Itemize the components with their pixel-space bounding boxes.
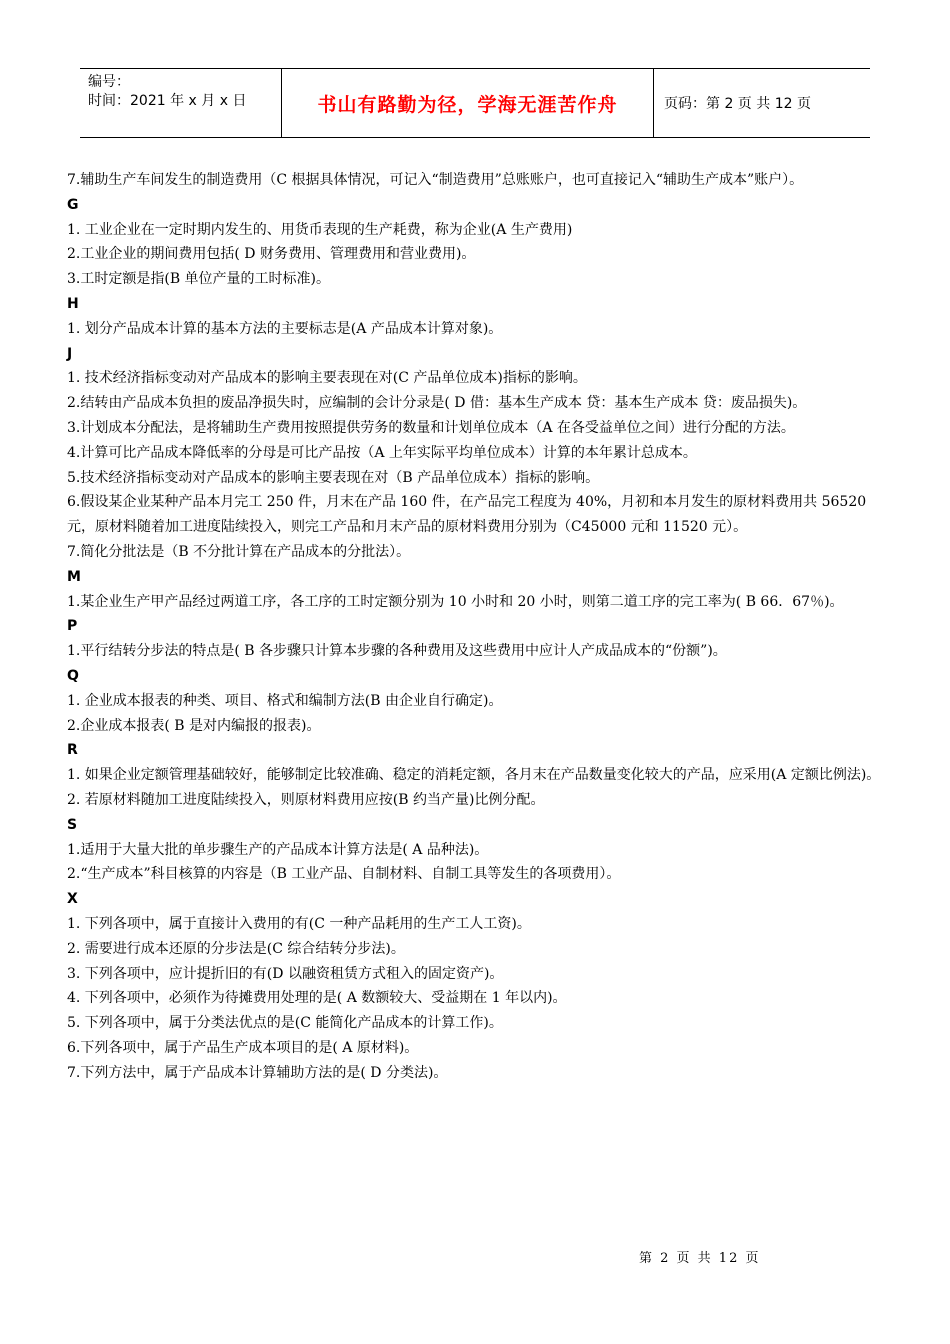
question-item: 2.“生产成本”科目核算的内容是（B 工业产品、自制材料、自制工具等发生的各项费用）。 [67, 866, 621, 883]
question-item: 3.计划成本分配法，是将辅助生产费用按照提供劳务的数量和计划单位成本（A 在各受益单位之间）进行分配的方法。 [67, 419, 795, 436]
question-item: 1. 技术经济指标变动对产品成本的影响主要表现在对(C 产品单位成本)指标的影响。 [67, 370, 587, 387]
question-item: 4.计算可比产品成本降低率的分母是可比产品按（A 上年实际平均单位成本）计算的本年累计总成本。 [67, 444, 697, 461]
number-label: 编号： [88, 74, 130, 90]
question-item: 5. 下列各项中，属于分类法优点的是(C 能简化产品成本的计算工作)。 [67, 1015, 503, 1032]
document-body [67, 168, 887, 1085]
question-item: 4. 下列各项中，必须作为待摊费用处理的是( A 数额较大、受益期在 1 年以内)。 [67, 990, 567, 1007]
section-letter: R [67, 742, 78, 759]
section-letter: M [67, 568, 81, 585]
question-item: 3. 下列各项中，应计提折旧的有(D 以融资租赁方式租入的固定资产)。 [67, 965, 504, 982]
section-letter: Q [67, 667, 79, 684]
question-item: 2. 需要进行成本还原的分步法是(C 综合结转分步法)。 [67, 940, 405, 957]
question-item: 2.企业成本报表( B 是对内编报的报表)。 [67, 717, 321, 734]
question-item: 1. 工业企业在一定时期内发生的、用货币表现的生产耗费，称为企业(A 生产费用) [67, 221, 573, 238]
question-item: 7.简化分批法是（B 不分批计算在产品成本的分批法）。 [67, 543, 411, 560]
page-footer: 第 2 页 共 12 页 [639, 1251, 761, 1266]
question-item: 1.适用于大量大批的单步骤生产的产品成本计算方法是( A 品种法)。 [67, 841, 489, 858]
time-label: 时间：2021 年 x 月 x 日 [88, 93, 247, 109]
question-item: 6.假设某企业某种产品本月完工 250 件，月末在产品 160 件，在产品完工程度为 40%，月初和本月发生的原材料费用共 56520 元，原材料随着加工进度陆续投入，则完工产品和月末产品的原材料费用分别为（C45000 元和 11520 元）。 [67, 494, 867, 536]
question-item: 5.技术经济指标变动对产品成本的影响主要表现在对（B 产品单位成本）指标的影响。 [67, 469, 600, 486]
question-item: 7.辅助生产车间发生的制造费用（C 根据具体情况，可记入“制造费用”总账账户，也可直接记入“辅助生产成本”账户）。 [67, 172, 804, 188]
section-letter: H [67, 295, 79, 312]
question-item: 2. 若原材料随加工进度陆续投入，则原材料费用应按(B 约当产量)比例分配。 [67, 791, 545, 808]
question-item: 7.下列方法中，属于产品成本计算辅助方法的是( D 分类法)。 [67, 1064, 448, 1081]
question-item: 1. 如果企业定额管理基础较好，能够制定比较准确、稳定的消耗定额，各月末在产品数量变化较大的产品，应采用(A 定额比例法)。 [67, 767, 881, 784]
header-page-cell [654, 69, 870, 137]
header-motto-cell [282, 69, 654, 137]
header-meta [80, 69, 282, 137]
question-item: 1. 下列各项中，属于直接计入费用的有(C 一种产品耗用的生产工人工资)。 [67, 915, 531, 932]
question-item: 2.结转由产品成本负担的废品净损失时，应编制的会计分录是( D 借：基本生产成本 贷：基本生产成本 贷：废品损失)。 [67, 395, 807, 412]
page-header [80, 68, 870, 138]
question-item: 6.下列各项中，属于产品生产成本项目的是( A 原材料)。 [67, 1039, 419, 1056]
question-item: 2.工业企业的期间费用包括( D 财务费用、管理费用和营业费用)。 [67, 246, 476, 263]
section-letter: G [67, 196, 79, 213]
page-label: 页码：第 2 页 共 12 页 [664, 96, 811, 112]
section-letter: J [67, 345, 73, 362]
section-letter: P [67, 618, 78, 635]
question-item: 1.平行结转分步法的特点是( B 各步骤只计算本步骤的各种费用及这些费用中应计人产成品成本的“份额”)。 [67, 643, 727, 660]
section-letter: X [67, 891, 78, 908]
question-item: 1. 划分产品成本计算的基本方法的主要标志是(A 产品成本计算对象)。 [67, 320, 503, 337]
section-letter: S [67, 816, 78, 833]
motto: 书山有路勤为径，学海无涯苦作舟 [317, 93, 618, 116]
question-item: 3.工时定额是指(B 单位产量的工时标准)。 [67, 271, 331, 288]
question-item: 1.某企业生产甲产品经过两道工序，各工序的工时定额分别为 10 小时和 20 小时，则第二道工序的完工率为( B 66．67％)。 [67, 593, 844, 610]
question-item: 1. 企业成本报表的种类、项目、格式和编制方法(B 由企业自行确定)。 [67, 692, 503, 709]
